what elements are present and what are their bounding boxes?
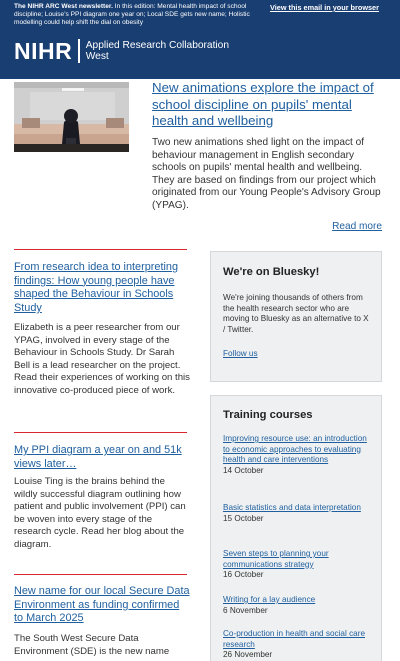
course-item	[223, 434, 373, 476]
course-link[interactable]: Basic statistics and data interpretation	[223, 503, 361, 512]
training-title: Training courses	[223, 409, 313, 421]
article-title-sde[interactable]: New name for our local Secure Data Environment as funding confirmed to March 2025	[14, 585, 190, 625]
feature-animation-image[interactable]	[14, 82, 129, 152]
article-divider	[14, 432, 187, 433]
feature-article-body: Two new animations shed light on the impact of behaviour management in English secondary schools on pupils' mental health and wellbeing. They are based on findings from our project which originated from our Young People's Advisory Group (YPAG).	[152, 137, 381, 211]
article-title-ypag[interactable]: From research idea to interpreting findings: How young people have shaped the Behaviour in Schools Study	[14, 261, 179, 315]
logo-line-2: West	[85, 51, 109, 62]
view-in-browser-link[interactable]: View this email in your browser	[270, 3, 379, 12]
article-body-sde: The South West Secure Data Environment (SDE) is the new name	[14, 633, 170, 657]
classroom-illustration	[14, 82, 129, 152]
logo-arc-west	[86, 40, 229, 62]
course-date: 6 November	[223, 605, 268, 615]
course-link[interactable]: Seven steps to planning your communications strategy	[223, 549, 329, 569]
course-link[interactable]: Writing for a lay audience	[223, 595, 316, 604]
bluesky-text: We're joining thousands of others from the health research sector who are moving to Bluesky as an alternative to X / Twitter.	[223, 293, 369, 334]
preheader-rest: In this edition: Mental health impact of school discipline; Louise's PPI diagram one year on; Local SDE gets new name; Holistic modelling could help shift the dial on obesity	[14, 3, 250, 26]
article-title-ppi-diagram[interactable]: My PPI diagram a year on and 51k views later…	[14, 444, 182, 470]
read-more-link[interactable]: Read more	[332, 221, 382, 232]
course-link[interactable]: Co-production in health and social care research	[223, 629, 366, 649]
feature-article-title[interactable]: New animations explore the impact of school discipline on pupils' mental health and wellbeing	[152, 80, 374, 128]
article-body-ypag: Elizabeth is a peer researcher from our YPAG, involved in every stage of the Behaviour in Schools Study. Dr Sarah Bell is a lead researcher on the project. Read their experiences of working on this innovative co-produced piece of work.	[14, 322, 190, 396]
nihr-logo[interactable]	[14, 39, 229, 63]
follow-us-link[interactable]: Follow us	[223, 349, 258, 358]
article-divider	[14, 249, 187, 250]
course-date: 14 October	[223, 465, 264, 475]
course-item	[223, 549, 373, 581]
logo-line-1: Applied Research Collaboration	[85, 40, 230, 51]
bluesky-title: We're on Bluesky!	[223, 266, 320, 278]
course-item	[223, 595, 373, 616]
bluesky-box	[210, 251, 382, 382]
course-link[interactable]: Improving resource use: an introduction to economic approaches to evaluating health and care interventions	[223, 434, 367, 465]
article-body-ppi-diagram: Louise Ting is the brains behind the wildly successful diagram outlining how patient and public involvement (PPI) can be woven into every stage of the research cycle. Read her blog about the diagram.	[14, 476, 186, 550]
course-date: 26 November	[223, 650, 273, 660]
preheader-text	[14, 3, 254, 27]
training-courses-box	[210, 395, 382, 661]
logo-nihr: NIHR	[14, 38, 73, 64]
preheader-bold: The NIHR ARC West newsletter.	[14, 3, 113, 10]
course-item	[223, 629, 373, 661]
course-date: 16 October	[223, 570, 264, 580]
article-divider	[14, 574, 187, 575]
course-date: 15 October	[223, 513, 264, 523]
course-item	[223, 503, 373, 524]
newsletter-header	[0, 0, 400, 79]
logo-divider	[78, 39, 80, 63]
